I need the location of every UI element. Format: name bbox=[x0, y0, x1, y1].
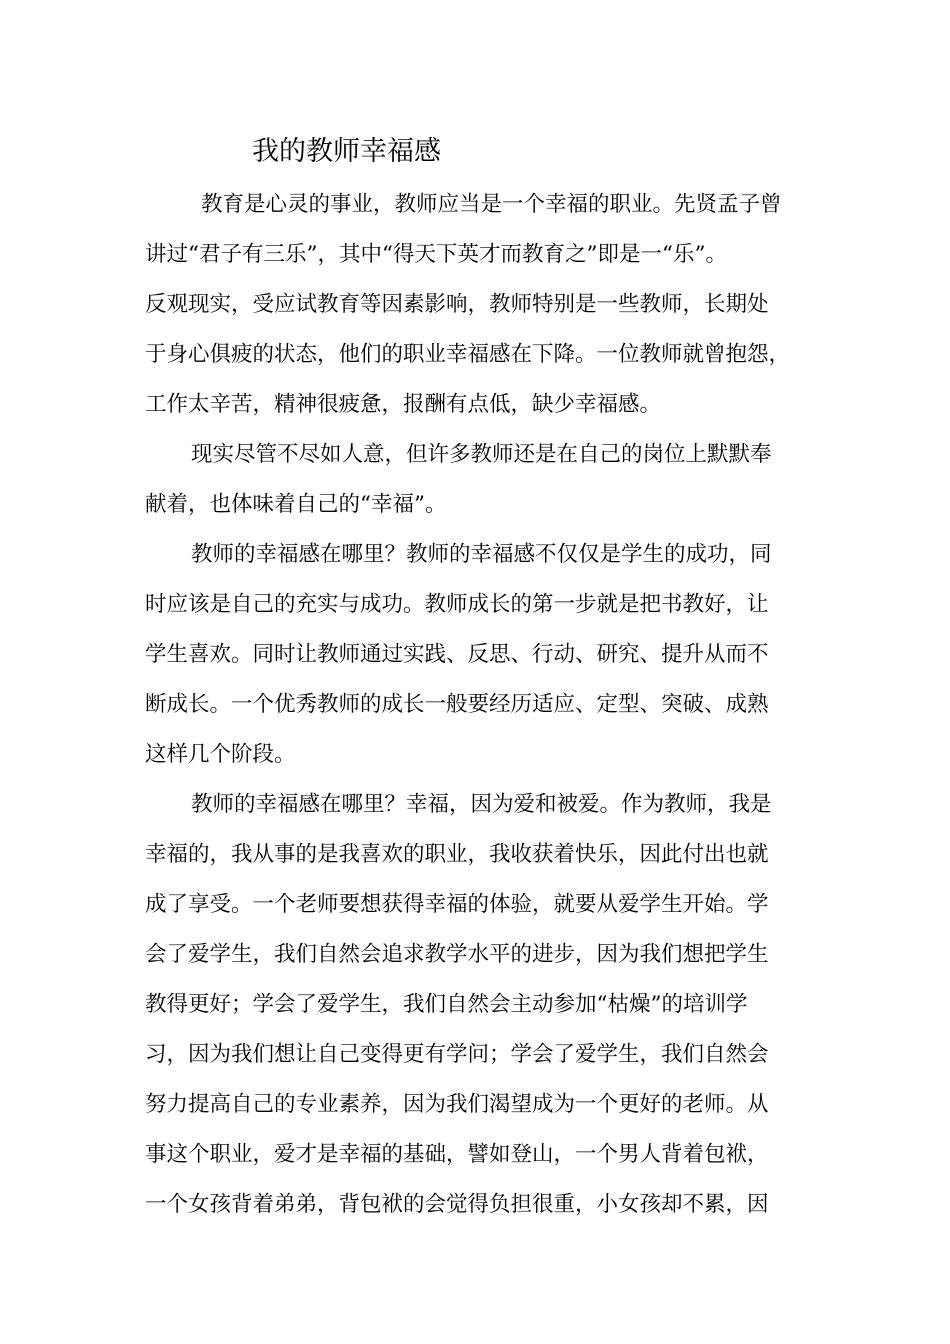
paragraph-line: 讲过“君子有三乐”，其中“得天下英才而教育之”即是一“乐”。 bbox=[145, 242, 727, 267]
paragraph-line: 献着，也体味着自己的“幸福”。 bbox=[145, 492, 447, 517]
paragraph-line: 时应该是自己的充实与成功。教师成长的第一步就是把书教好，让 bbox=[145, 592, 769, 617]
paragraph-line: 于身心俱疲的状态，他们的职业幸福感在下降。一位教师就曾抱怨， bbox=[145, 342, 791, 367]
paragraph-line: 教得更好；学会了爱学生，我们自然会主动参加“枯燥”的培训学 bbox=[145, 992, 748, 1017]
paragraph-line: 成了享受。一个老师要想获得幸福的体验，就要从爱学生开始。学 bbox=[145, 892, 769, 917]
paragraph-line: 断成长。一个优秀教师的成长一般要经历适应、定型、突破、成熟 bbox=[145, 692, 769, 717]
paragraph-line: 学生喜欢。同时让教师通过实践、反思、行动、研究、提升从而不 bbox=[145, 642, 769, 667]
paragraph-line: 工作太辛苦，精神很疲惫，报酬有点低，缺少幸福感。 bbox=[145, 392, 662, 417]
paragraph-line: 反观现实，受应试教育等因素影响，教师特别是一些教师，长期处 bbox=[145, 292, 769, 317]
paragraph-line: 教育是心灵的事业，教师应当是一个幸福的职业。先贤孟子曾 bbox=[201, 192, 782, 217]
paragraph-line: 教师的幸福感在哪里？教师的幸福感不仅仅是学生的成功，同 bbox=[191, 542, 772, 567]
paragraph-line: 现实尽管不尽如人意，但许多教师还是在自己的岗位上默默奉 bbox=[191, 442, 772, 467]
paragraph-line: 幸福的，我从事的是我喜欢的职业，我收获着快乐，因此付出也就 bbox=[145, 842, 769, 867]
paragraph-line: 努力提高自己的专业素养，因为我们渴望成为一个更好的老师。从 bbox=[145, 1092, 769, 1117]
paragraph-line: 教师的幸福感在哪里？幸福，因为爱和被爱。作为教师，我是 bbox=[191, 792, 772, 817]
paragraph-line: 这样几个阶段。 bbox=[145, 742, 296, 767]
document-title: 我的教师幸福感 bbox=[252, 136, 441, 167]
paragraph-line: 习，因为我们想让自己变得更有学问；学会了爱学生，我们自然会 bbox=[145, 1042, 769, 1067]
document-body bbox=[145, 180, 815, 1230]
paragraph-line: 事这个职业，爱才是幸福的基础，譬如登山，一个男人背着包袱， bbox=[145, 1142, 769, 1167]
paragraph-line: 一个女孩背着弟弟，背包袱的会觉得负担很重，小女孩却不累，因 bbox=[145, 1192, 769, 1217]
paragraph-line: 会了爱学生，我们自然会追求教学水平的进步，因为我们想把学生 bbox=[145, 942, 769, 967]
